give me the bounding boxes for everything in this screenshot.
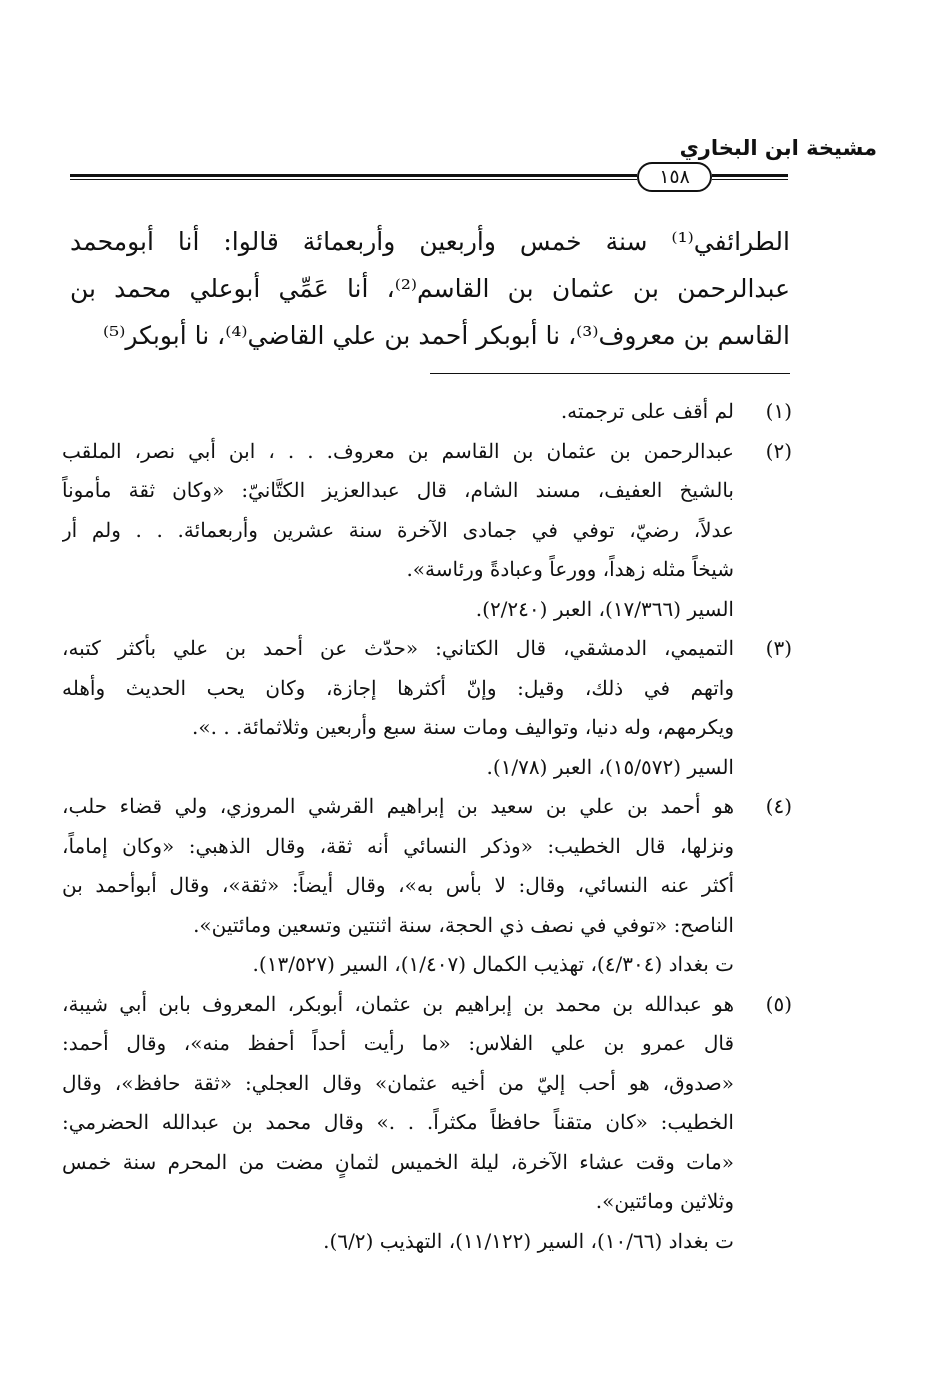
- footnote-number: (٤): [765, 794, 792, 818]
- footnote-line: الناصح: «توفي في نصف ذي الحجة، سنة اثنتين وتسعين ومائتين».: [193, 912, 734, 937]
- footnote-line: الخطيب: «كان متقناً حافظاً مكثراً. . .» وقال محمد بن عبدالله الحضرمي:: [62, 1110, 734, 1134]
- footnote-source: السير (١٧/٣٦٦)، العبر (٢/٢٤٠).: [475, 596, 734, 621]
- footnote-source: السير (١٥/٥٧٢)، العبر (١/٧٨).: [486, 754, 734, 779]
- footnote-line: شيخاً مثله زهداً، وورعاً وعبادةً ورئاسة».: [406, 557, 734, 581]
- footnote-line: «مات وقت عشاء الآخرة، ليلة الخميس لثمانٍ مضت من المحرم سنة خمس: [62, 1149, 734, 1174]
- footnote-5: [62, 985, 792, 1262]
- footnote-line: وثلاثين ومائتين».: [595, 1189, 734, 1213]
- footnote-line: ونزلها، قال الخطيب: «وذكر النسائي أنه ثقة، وقال الذهبي: «وكان إماماً،: [62, 833, 734, 858]
- footnote-line: التميمي، الدمشقي، قال الكتاني: «حدّث عن أحمد بن علي بأكثر كتبه،: [62, 636, 734, 660]
- footnote-line: هو عبدالله بن محمد بن إبراهيم بن عثمان، أبوبكر، المعروف بابن أبي شيبة،: [62, 991, 734, 1016]
- main-text: [70, 218, 790, 359]
- page-number: ١٥٨: [637, 162, 712, 192]
- footnote-line: واتهم في ذلك، وقيل: وإنّ أكثرها إجازة، وكان يحب الحديث وأهله: [62, 675, 734, 700]
- running-title: مشيخة ابن البخاري: [679, 136, 877, 160]
- footnote-line: هو أحمد بن علي بن سعيد بن إبراهيم القرشي المروزي، ولي قضاء حلب،: [62, 794, 734, 818]
- footnotes: [62, 392, 792, 1261]
- footnote-2: [62, 432, 792, 630]
- header-rule-left: [70, 174, 637, 180]
- footnote-number: (١): [765, 399, 792, 423]
- footnote-4: [62, 787, 792, 985]
- footnote-number: (٣): [765, 636, 792, 660]
- main-text-line: عبدالرحمن بن عثمان بن القاسم⁽²⁾، أنا عَمِّي أبوعلي محمد بن: [70, 274, 790, 303]
- footnote-line: أكثر عنه النسائي، وقال: لا بأس به»، وقال أيضاً: «ثقة»، وقال أبوأحمد بن: [62, 873, 734, 897]
- footnote-3: [62, 629, 792, 787]
- header-rule-right: [712, 174, 788, 180]
- footnote-line: عبدالرحمن بن عثمان بن القاسم بن معروف. . . ، ابن أبي نصر، الملقب: [62, 438, 734, 463]
- footnote-number: (٥): [765, 991, 792, 1016]
- main-text-line: الطرائفي⁽¹⁾ سنة خمس وأربعين وأربعمائة قالوا: أنا أبومحمد: [70, 227, 790, 256]
- footnote-line: لم أقف على ترجمته.: [560, 399, 734, 423]
- main-text-line: القاسم بن معروف⁽³⁾، نا أبوبكر أحمد بن علي القاضي⁽⁴⁾، نا أبوبكر⁽⁵⁾: [103, 321, 790, 350]
- footnote-source: ت بغداد (١٠/٦٦)، السير (١١/١٢٢)، التهذيب (٦/٢).: [323, 1228, 734, 1253]
- footnote-separator: [430, 373, 790, 374]
- footnote-line: ويكرمهم، وله دنيا، وتواليف ومات سنة سبع وأربعين وثلاثمائة. . .».: [192, 715, 734, 739]
- footnote-line: بالشيخ العفيف، مسند الشام، قال عبدالعزيز الكتَّانيّ: «وكان ثقة مأموناً: [62, 478, 734, 502]
- footnote-line: عدلاً، رضيّ، توفي في جمادى الآخرة سنة عشرين وأربعمائة. . . ولم أر: [62, 517, 734, 542]
- footnote-line: «صدوق، هو أحب إليّ من أخيه عثمان» وقال العجلي: «ثقة حافظ»، وقال: [62, 1070, 734, 1095]
- footnote-1: [62, 392, 792, 432]
- footnote-line: قال عمرو بن علي الفلاس: «ما رأيت أحداً أحفظ منه»، وقال أحمد:: [62, 1031, 734, 1055]
- footnote-source: ت بغداد (٤/٣٠٤)، تهذيب الكمال (١/٤٠٧)، السير (١٣/٥٢٧).: [252, 952, 734, 976]
- footnote-number: (٢): [765, 438, 792, 463]
